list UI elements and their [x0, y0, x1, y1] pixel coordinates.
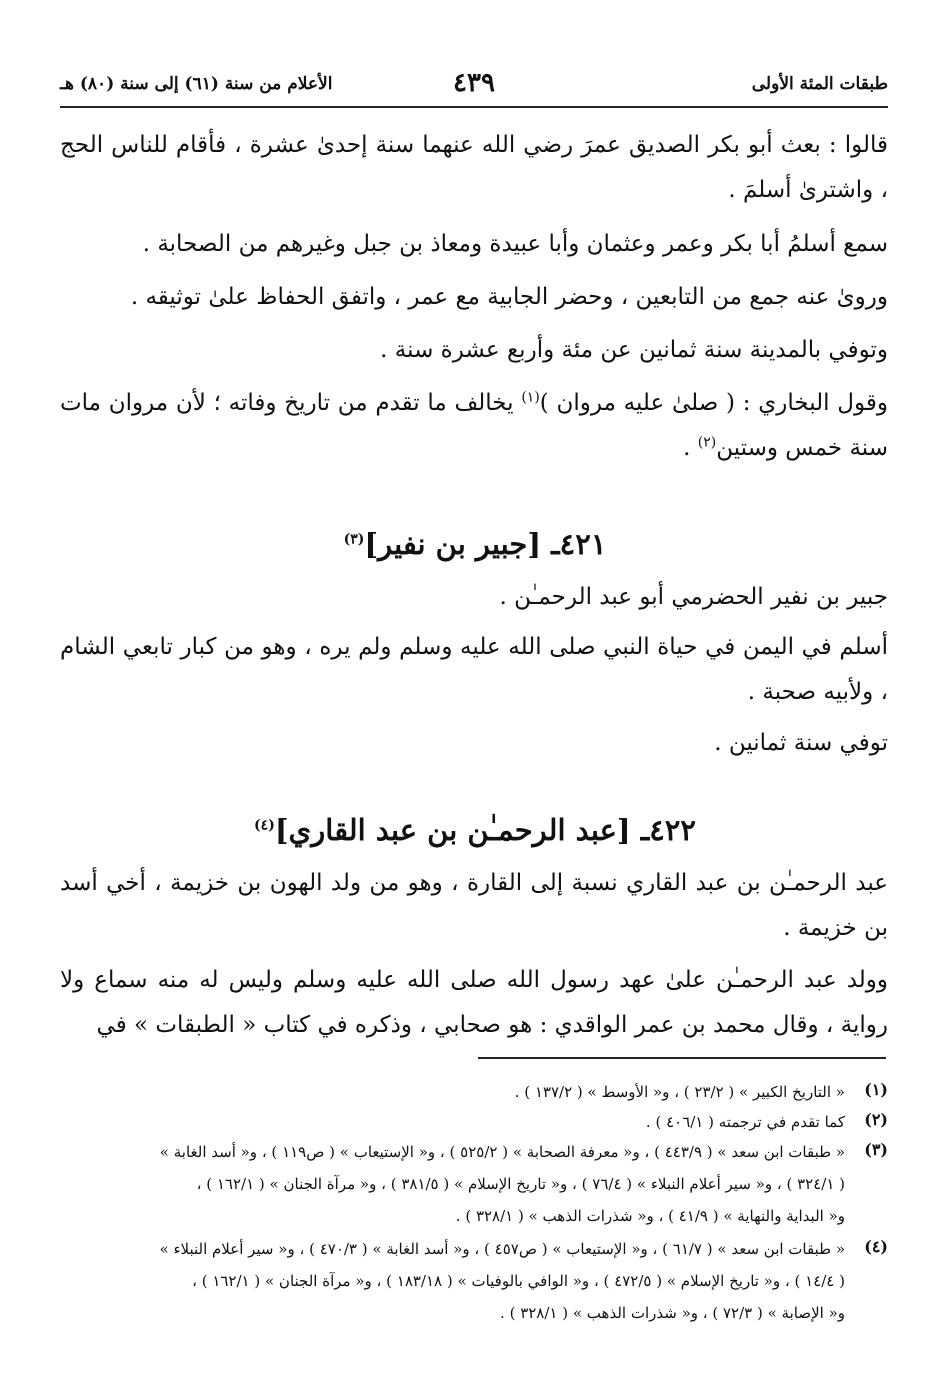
- footnote-ref: (١): [521, 389, 540, 406]
- footnote-separator: [478, 1057, 886, 1059]
- footnote-number: (٤): [864, 1237, 888, 1256]
- footnote-ref: (٣): [343, 531, 365, 548]
- footnote-line: و« الإصابة » ( ٧٢/٣ ) ، و« شذرات الذهب » ( ٣٢٨/١ ) .: [500, 1304, 845, 1322]
- footnote-number: (١): [864, 1080, 888, 1099]
- paragraph-text: .: [683, 435, 698, 461]
- footnote-line: « التاريخ الكبير » ( ٢٣/٢ ) ، و« الأوسط » ( ١٣٧/٢ ) .: [514, 1083, 845, 1101]
- footnote-number: (٢): [864, 1110, 888, 1129]
- header-rule: [60, 106, 888, 108]
- paragraph: وولد عبد الرحمـٰن علىٰ عهد رسول الله صلى الله عليه وسلم وليس له منه سماع ولا رواية ، وقال محمد بن عمر الواقدي : هو صحابي ، وذكره في كتاب « الطبقات » في: [60, 967, 888, 1038]
- entry-heading: [0, 813, 950, 847]
- footnote-line: ( ١٤/٤ ) ، و« تاريخ الإسلام » ( ٤٧٢/٥ ) ، و« الوافي بالوفيات » ( ١٨٣/١٨ ) ، و« مرآة الجنان » ( ١٦٢/١ ) ،: [192, 1272, 845, 1290]
- entry-title: ٤٢٢ـ [عبد الرحمـٰن بن عبد القاري]: [274, 813, 696, 847]
- paragraph-text: يخالف ما تقدم من تاريخ وفاته ؛ لأن مروان مات سنة خمس وستين: [60, 390, 888, 461]
- paragraph: سمع أسلمُ أبا بكر وعمر وعثمان وأبا عبيدة ومعاذ بن جبل وغيرهم من الصحابة .: [142, 231, 888, 257]
- running-header-book-title: طبقات المئة الأولى: [751, 74, 888, 94]
- footnote-line: « طبقات ابن سعد » ( ٦١/٧ ) ، و« الإستيعاب » ( ص٤٥٧ ) ، و« أسد الغابة » ( ٤٧٠/٣ ) ، و« سير أعلام النبلاء »: [159, 1240, 845, 1258]
- page-number: ٤٣٩: [453, 68, 495, 98]
- footnote-ref: (٢): [697, 434, 717, 451]
- running-header-section-title: الأعلام من سنة (٦١) إلى سنة (٨٠) هـ: [60, 74, 333, 94]
- paragraph: عبد الرحمـٰن بن عبد القاري نسبة إلى القارة ، وهو من ولد الهون بن خزيمة ، أخي أسد بن خزيمة .: [60, 870, 888, 941]
- footnote-number: (٣): [864, 1140, 888, 1159]
- paragraph: [60, 381, 888, 471]
- paragraph: جبير بن نفير الحضرمي أبو عبد الرحمـٰن .: [499, 584, 888, 610]
- paragraph: توفي سنة ثمانين .: [714, 730, 888, 756]
- footnote-line: و« البداية والنهاية » ( ٤١/٩ ) ، و« شذرات الذهب » ( ٣٢٨/١ ) .: [455, 1207, 845, 1225]
- paragraph: وروىٰ عنه جمع من التابعين ، وحضر الجابية مع عمر ، واتفق الحفاظ علىٰ توثيقه .: [130, 284, 888, 310]
- footnote-line: « طبقات ابن سعد » ( ٤٤٣/٩ ) ، و« معرفة الصحابة » ( ٥٢٥/٢ ) ، و« الإستيعاب » ( ص١١٩ ) ، و« أسد الغابة »: [159, 1143, 845, 1161]
- paragraph: وتوفي بالمدينة سنة ثمانين عن مئة وأربع عشرة سنة .: [380, 337, 888, 363]
- paragraph-text: وقول البخاري : ( صلىٰ عليه مروان ): [539, 390, 888, 416]
- running-header: [60, 64, 888, 104]
- paragraph: قالوا : بعث أبو بكر الصديق عمرَ رضي الله عنهما سنة إحدىٰ عشرة ، فأقام للناس الحج ، واشترىٰ أسلمَ .: [60, 132, 888, 203]
- footnote-ref: (٤): [254, 817, 275, 834]
- paragraph: أسلم في اليمن في حياة النبي صلى الله عليه وسلم ولم يره ، وهو من كبار تابعي الشام ، ولأبيه صحبة .: [60, 634, 888, 705]
- entry-title: ٤٢١ـ [جبير بن نفير]: [364, 527, 607, 561]
- footnote-line: كما تقدم في ترجمته ( ٤٠٦/١ ) .: [645, 1113, 845, 1131]
- entry-heading: [0, 527, 950, 561]
- footnote-line: ( ٣٢٤/١ ) ، و« سير أعلام النبلاء » ( ٧٦/٤ ) ، و« تاريخ الإسلام » ( ٣٨١/٥ ) ، و« مرآة الجنان » ( ١٦٢/١ ) ،: [196, 1175, 845, 1193]
